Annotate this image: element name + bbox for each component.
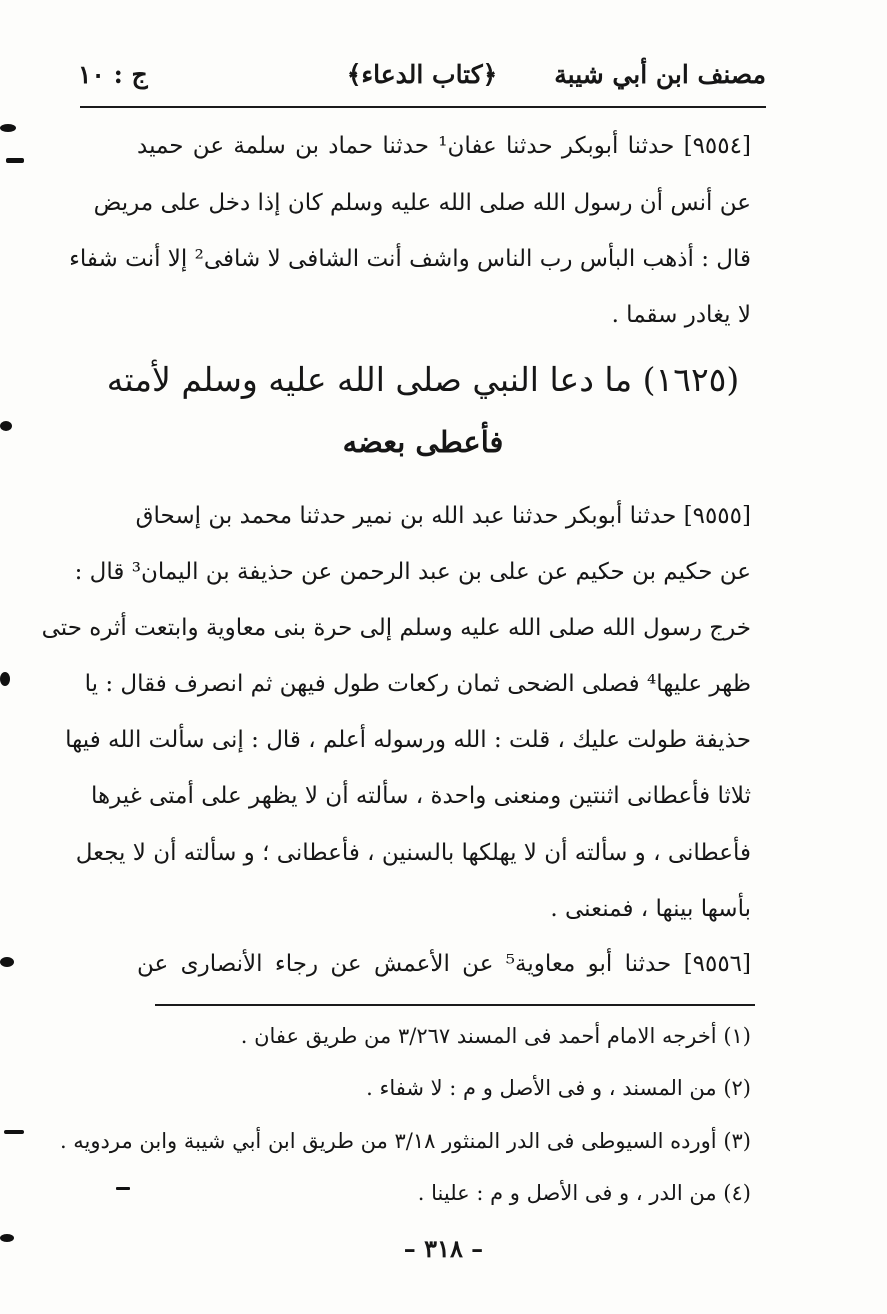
page-number: – ٣١٨ – <box>403 1234 484 1263</box>
hadith-line: [٩٥٥٥] حدثنا أبوبكر حدثنا عبد الله بن نمير حدثنا محمد بن إسحاق <box>135 503 751 529</box>
margin-mark <box>0 1234 14 1242</box>
chapter-title: ﴿كتاب الدعاء﴾ <box>346 60 498 89</box>
margin-mark <box>4 1130 24 1134</box>
hadith-line: ثلاثا فأعطانى اثنتين ومنعنى واحدة ، سألته أن لا يظهر على أمتى غيرها <box>90 783 751 809</box>
margin-mark <box>0 672 10 686</box>
volume-number: ج : ١٠ <box>78 60 148 89</box>
section-subheading: فأعطى بعضه <box>342 425 504 459</box>
hadith-line: فأعطانى ، و سألته أن لا يهلكها بالسنين ، فأعطانى ؛ و سألته أن لا يجعل <box>75 840 751 866</box>
margin-mark <box>0 957 14 967</box>
hadith-line: عن أنس أن رسول الله صلى الله عليه وسلم كان إذا دخل على مريض <box>93 190 751 216</box>
hadith-line: قال : أذهب البأس رب الناس واشف أنت الشافى لا شافى² إلا أنت شفاء <box>69 246 751 272</box>
book-title: مصنف ابن أبي شيبة <box>554 60 766 89</box>
hadith-line: ظهر عليها⁴ فصلى الضحى ثمان ركعات طول فيهن ثم انصرف فقال : يا <box>84 671 751 697</box>
hadith-line: لا يغادر سقما . <box>611 302 751 328</box>
hadith-line: خرج رسول الله صلى الله عليه وسلم إلى حرة بنى معاوية وابتعت أثره حتى <box>41 615 751 641</box>
margin-mark <box>0 421 12 431</box>
hadith-line: بأسها بينها ، فمنعنى . <box>550 896 751 922</box>
margin-mark <box>6 158 24 163</box>
hadith-line: [٩٥٥٦] حدثنا أبو معاوية⁵ عن الأعمش عن رجاء الأنصارى عن <box>137 951 752 977</box>
footnote: (٤) من الدر ، و فى الأصل و م : علينا . <box>417 1181 751 1205</box>
footnote: (١) أخرجه الامام أحمد فى المسند ٣/٢٦٧ من طريق عفان . <box>240 1024 751 1048</box>
section-heading: (١٦٢٥) ما دعا النبي صلى الله عليه وسلم لأمته <box>106 360 740 399</box>
footnote-rule <box>155 1004 755 1006</box>
hadith-line: عن حكيم بن حكيم عن على بن عبد الرحمن عن حذيفة بن اليمان³ قال : <box>74 559 751 585</box>
running-header <box>78 56 766 96</box>
hadith-line: [٩٥٥٤] حدثنا أبوبكر حدثنا عفان¹ حدثنا حماد بن سلمة عن حميد <box>137 133 751 159</box>
footnote: (٢) من المسند ، و فى الأصل و م : لا شفاء . <box>366 1076 751 1100</box>
header-rule <box>80 106 766 108</box>
hadith-line: حذيفة طولت عليك ، قلت : الله ورسوله أعلم ، قال : إنى سألت الله فيها <box>65 727 751 753</box>
footnote: (٣) أورده السيوطى فى الدر المنثور ٣/١٨ من طريق ابن أبي شيبة وابن مردويه . <box>59 1129 751 1153</box>
margin-mark <box>0 124 16 132</box>
ink-mark <box>116 1187 130 1190</box>
